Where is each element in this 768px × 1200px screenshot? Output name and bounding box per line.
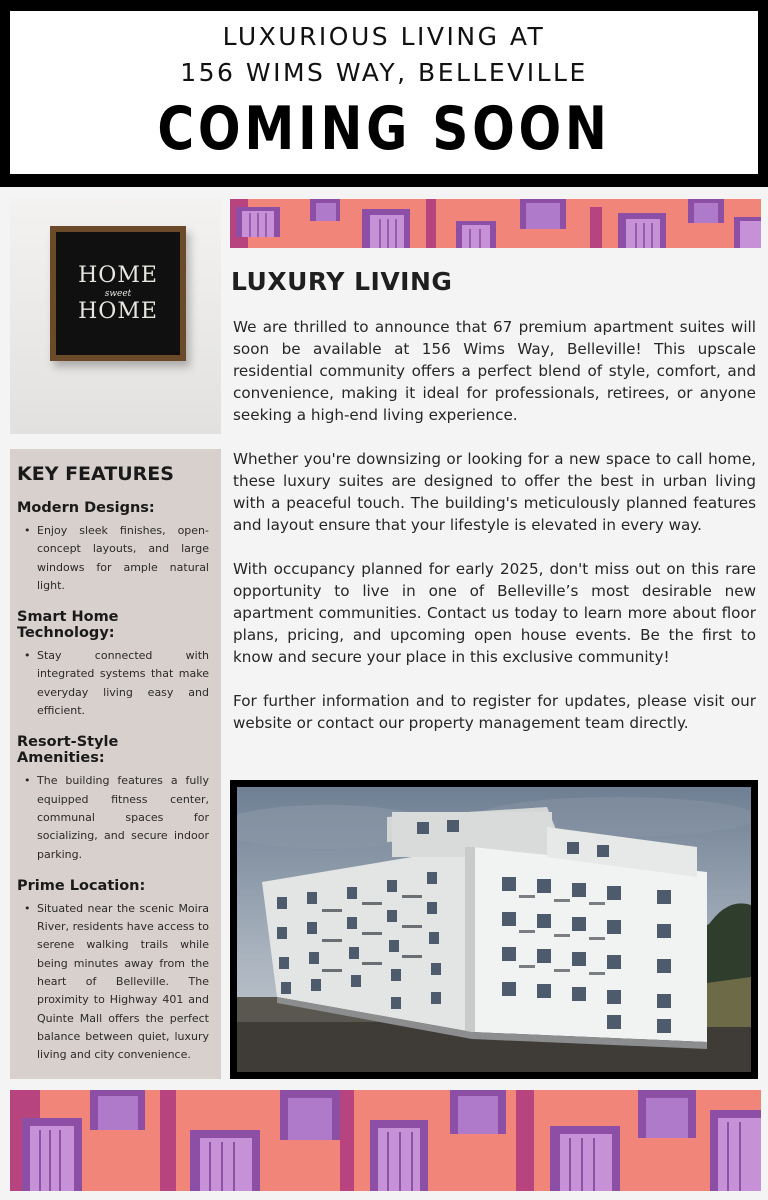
main-body-text [233, 316, 756, 756]
feature-prime-location [17, 878, 209, 1065]
paragraph-4: For further information and to register for updates, please visit our website or contact our property management team directly. [233, 692, 756, 732]
header-line-2: 156 WIMS WAY, BELLEVILLE [180, 58, 588, 87]
bottom-pattern-strip [10, 1090, 761, 1191]
sign-word-middle: sweet [104, 288, 132, 299]
paragraph-3: With occupancy planned for early 2025, don't miss out on this rare opportunity to live in one of Belleville’s most desirable new apartment communities. Contact us today to learn more about floor plans, pricing, and upcoming open house events. Be the first to know and secure your place in this exclusive community! [233, 560, 756, 666]
feature-smart-home [17, 609, 209, 720]
top-pattern-strip [230, 199, 761, 248]
building-pattern-graphic [230, 199, 761, 248]
header-banner [0, 0, 768, 187]
headline: COMING SOON [157, 94, 611, 164]
paragraph-2: Whether you're downsizing or looking for a new space to call home, these luxury suites are designed to offer the best in urban living with a peaceful touch. The building's meticulously planned features and layout ensure that your lifestyle is elevated in every way. [233, 450, 756, 534]
picture-frame [50, 226, 186, 361]
feature-text: • Stay connected with integrated systems that make everyday living easy and efficient. [17, 647, 209, 720]
feature-text: • The building features a fully equipped fitness center, communal spaces for socializing, and secure indoor parking. [17, 772, 209, 863]
apartment-building-illustration [237, 787, 751, 1072]
chalkboard-sign [56, 232, 180, 355]
feature-modern-designs [17, 500, 209, 595]
feature-text: • Situated near the scenic Moira River, residents have access to serene walking trails while being minutes away from the heart of Belleville. The proximity to Highway 401 and Quinte Mall offers the perfect balance between quiet, luxury living and city convenience. [17, 900, 209, 1065]
building-pattern-graphic [10, 1090, 761, 1191]
sign-word-bottom: HOME [78, 298, 158, 324]
feature-heading: Modern Designs: [17, 500, 155, 516]
header-line-1: LUXURIOUS LIVING AT [222, 22, 546, 51]
header-box [10, 11, 758, 174]
home-sweet-home-photo [10, 198, 221, 434]
sign-word-top: HOME [78, 262, 158, 288]
key-features-panel [10, 449, 221, 1079]
feature-resort-amenities [17, 734, 209, 863]
key-features-title: KEY FEATURES [17, 463, 174, 485]
building-photo [230, 780, 758, 1079]
paragraph-1: We are thrilled to announce that 67 premium apartment suites will soon be available at 156 Wims Way, Belleville! This upscale residential community offers a perfect blend of style, comfort, and convenience, making it ideal for professionals, retirees, or anyone seeking a high-end living experience. [233, 318, 756, 424]
feature-heading: Smart Home Technology: [17, 609, 119, 642]
luxury-living-title: LUXURY LIVING [231, 267, 453, 296]
feature-text: • Enjoy sleek finishes, open-concept layouts, and large windows for ample natural light. [17, 522, 209, 595]
feature-heading: Resort-Style Amenities: [17, 734, 119, 767]
feature-heading: Prime Location: [17, 877, 146, 894]
building-photo-image [237, 787, 751, 1072]
